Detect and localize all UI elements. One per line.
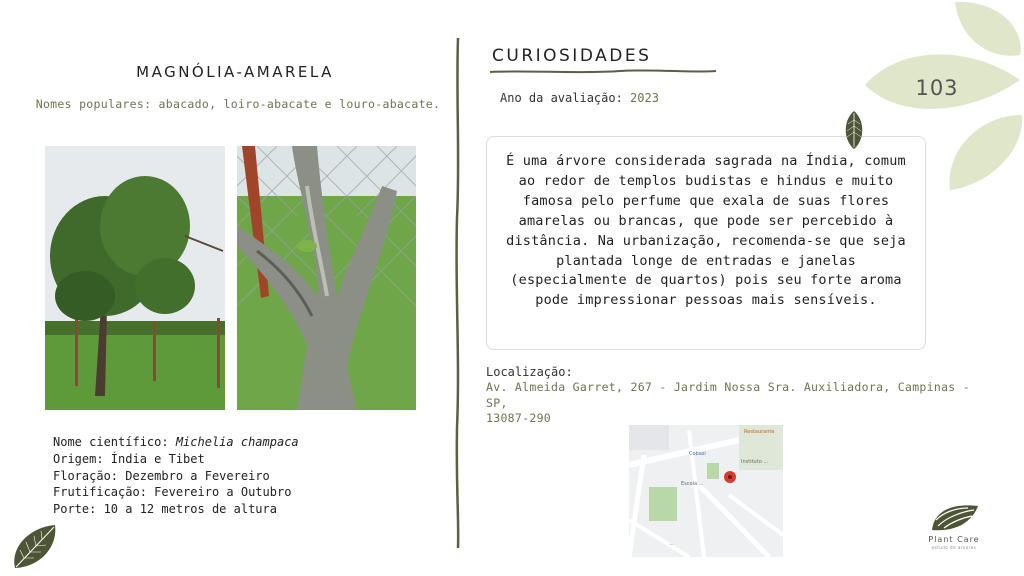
popular-names: Nomes populares: abacado, loiro-abacate e louro-abacate.: [35, 97, 441, 111]
scientific-name-value: Michelia champaca: [175, 435, 299, 449]
title-underline: [490, 68, 716, 76]
plant-care-logo-icon: [928, 500, 982, 534]
map-label-top: Instituto ...: [741, 459, 769, 465]
leaf-icon: [10, 522, 60, 572]
scientific-name-label: Nome científico:: [53, 435, 176, 449]
location-label: Localização:: [486, 365, 573, 379]
map-label-bottom: ...: [669, 541, 674, 547]
location-map[interactable]: [629, 425, 783, 557]
leaf-icon: [843, 110, 865, 150]
location-address-line2: 13087-290: [486, 411, 552, 425]
tree-photo: [45, 146, 225, 410]
species-title: MAGNÓLIA-AMARELA: [136, 63, 334, 81]
svg-text:Restaurante: Restaurante: [744, 429, 775, 435]
vertical-divider: [451, 38, 465, 548]
species-facts: [53, 434, 299, 518]
scientific-name-line: [53, 434, 299, 451]
section-title: CURIOSIDADES: [492, 46, 652, 66]
location-address-line1: Av. Almeida Garret, 267 - Jardim Nossa Sra. Auxiliadora, Campinas - SP,: [486, 380, 970, 410]
size-line: Porte: 10 a 12 metros de altura: [53, 502, 277, 517]
flowering-line: Floração: Dezembro a Fevereiro: [53, 468, 270, 483]
map-label-school: Escola ...: [681, 481, 704, 487]
evaluation-year-label: Ano da avaliação:: [500, 91, 631, 105]
evaluation-year-value: 2023: [630, 91, 659, 105]
logo-name: Plant Care: [928, 535, 980, 544]
svg-text:Cobasi: Cobasi: [689, 451, 706, 457]
fruiting-line: Frutificação: Fevereiro a Outubro: [53, 485, 292, 500]
trunk-photo: [237, 146, 416, 410]
evaluation-year: [500, 91, 659, 105]
origin-line: Origem: Índia e Tibet: [53, 451, 205, 466]
curiosity-text: É uma árvore considerada sagrada na Índia, comum ao redor de templos budistas e hindus e muito famosa pelo perfume que exala de suas flores amarelas ou brancas, que pode ser percebido à distância. Na urbanização, recomenda-se que seja plantada longe de entradas e janelas (especialmente de quartos) pois seu forte aroma pode impressionar pessoas mais sensíveis.: [506, 153, 906, 309]
location-address: [486, 380, 986, 427]
page-number: 103: [915, 76, 959, 100]
logo-tagline: estudo de arvores: [931, 545, 977, 550]
